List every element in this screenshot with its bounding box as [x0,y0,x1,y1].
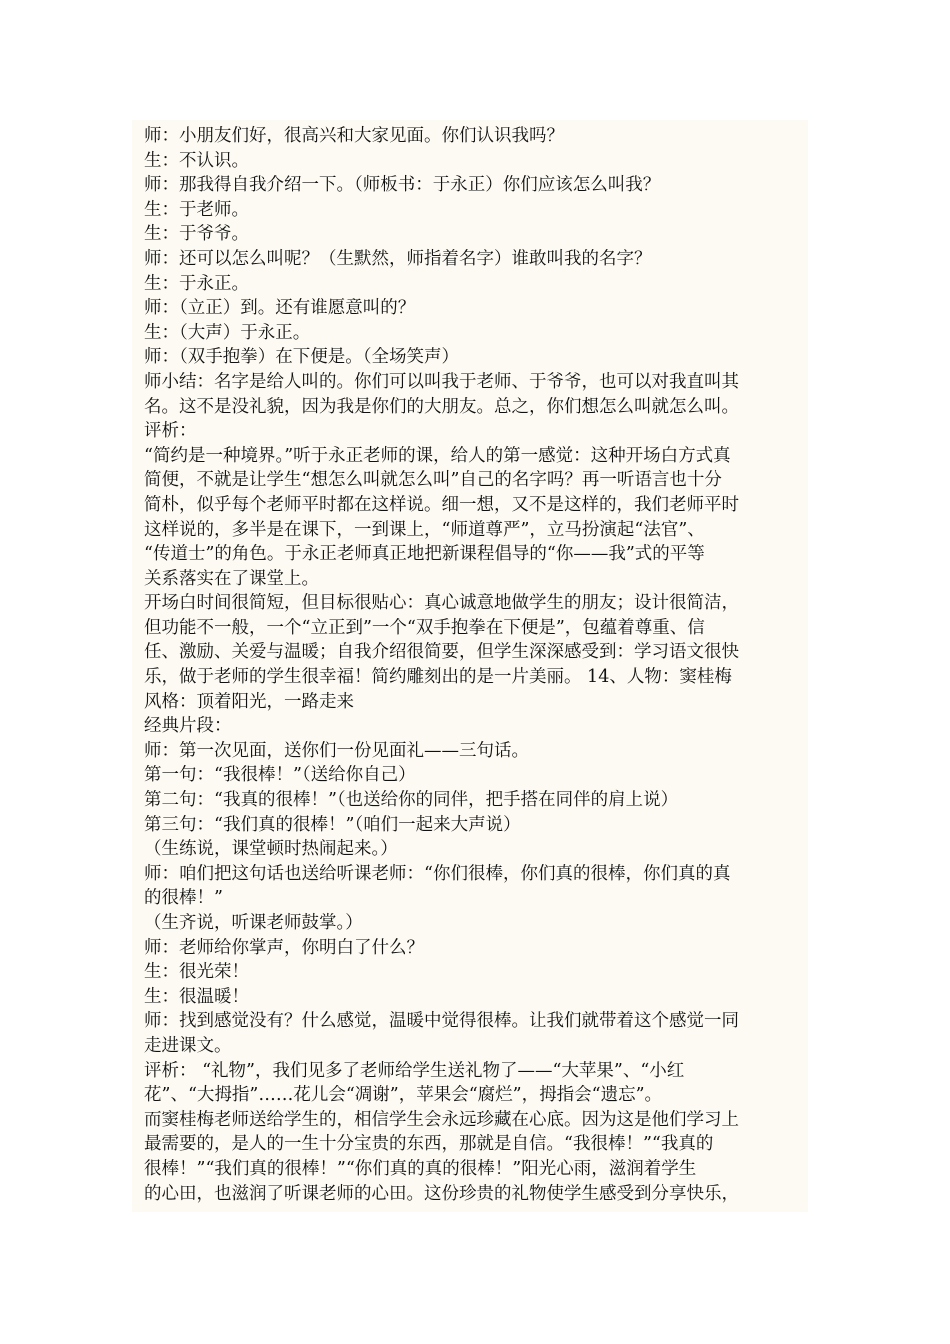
text-line: 走进课文。 [144,1035,232,1056]
text-line: 师小结：名字是给人叫的。你们可以叫我于老师、于爷爷，也可以对我直叫其 [144,371,739,392]
text-line: 师：（立正）到。还有谁愿意叫的？ [144,298,416,319]
text-line: 的很棒！” [144,888,223,909]
text-line: 师：找到感觉没有？什么感觉，温暖中觉得很棒。让我们就带着这个感觉一同 [144,1011,739,1032]
text-line: 评析： [144,421,197,442]
text-line: （生齐说，听课老师鼓掌。） [144,913,363,933]
text-line: 第二句：“我真的很棒！”（也送给你的同伴，把手搭在同伴的肩上说） [144,790,679,811]
text-line: 关系落实在了课堂上。 [144,568,319,589]
text-line: 师：那我得自我介绍一下。（师板书：于永正）你们应该怎么叫我？ [144,175,661,196]
text-line: 名。这不是没礼貌，因为我是你们的大朋友。总之，你们想怎么叫就怎么叫。 [144,396,739,417]
text-line: 很棒！”“我们真的很棒！”“你们真的真的很棒！”阳光心雨，滋润着学生 [144,1158,697,1179]
text-line: 生：很温暖！ [144,986,249,1007]
text-line: 但功能不一般，一个“立正到”一个“双手抱拳在下便是”，包蕴着尊重、信 [144,617,705,638]
text-line: 乐，做于老师的学生很幸福！简约雕刻出的是一片美丽。 14、人物：窦桂梅 [144,667,732,688]
text-line: 经典片段： [144,716,232,737]
text-line: “传道士”的角色。于永正老师真正地把新课程倡导的“你——我”式的平等 [144,544,705,565]
text-line: 任、激励、关爱与温暖；自我介绍很简要，但学生深深感受到：学习语文很快 [144,642,739,663]
text-line: 师：咱们把这句话也送给听课老师：“你们很棒，你们真的很棒，你们真的真 [144,863,731,884]
text-line: 生：很光荣！ [144,962,249,983]
text-line: 师：小朋友们好，很高兴和大家见面。你们认识我吗？ [144,126,564,146]
text-line: 花”、“大拇指”……花儿会“凋谢”，苹果会“腐烂”，拇指会“遗忘”。 [144,1085,663,1106]
text-line: “简约是一种境界。”听于永正老师的课，给人的第一感觉：这种开场白方式真 [144,445,731,466]
text-line: 生：不认识。 [144,150,249,171]
text-line: 最需要的，是人的一生十分宝贵的东西，那就是自信。“我很棒！”“我真的 [144,1134,714,1155]
text-line: 生：于永正。 [144,273,249,294]
text-line: 第三句：“我们真的很棒！”（咱们一起来大声说） [144,814,521,835]
text-line: 风格：顶着阳光，一路走来 [144,691,354,712]
text-line: 生：于老师。 [144,199,249,220]
text-line: 简朴，似乎每个老师平时都在这样说。细一想，又不是这样的，我们老师平时 [144,494,739,515]
text-line: 的心田，也滋润了听课老师的心田。这份珍贵的礼物使学生感受到分享快乐， [144,1183,739,1204]
text-line: 评析： “礼物”，我们见多了老师给学生送礼物了——“大苹果”、“小红 [144,1060,685,1081]
text-line: 生：于爷爷。 [144,224,249,245]
text-line: 师：第一次见面，送你们一份见面礼——三句话。 [144,740,529,761]
text-line: 师：（双手抱拳）在下便是。（全场笑声） [144,347,459,368]
text-line: 生：（大声）于永正。 [144,322,311,343]
text-line: 开场白时间很简短，但目标很贴心：真心诚意地做学生的朋友；设计很简洁， [144,593,739,614]
text-line: 简便，不就是让学生“想怎么叫就怎么叫”自己的名字吗？再一听语言也十分 [144,470,722,491]
text-line: 师：老师给你掌声，你明白了什么？ [144,937,424,958]
text-line: 第一句：“我很棒！”（送给你自己） [144,765,416,786]
text-line: （生练说，课堂顿时热闹起来。） [144,839,398,860]
text-line: 而窦桂梅老师送给学生的，相信学生会永远珍藏在心底。因为这是他们学习上 [144,1109,739,1130]
text-line: 师：还可以怎么叫呢？（生默然，师指着名字）谁敢叫我的名字？ [144,248,652,269]
document-text-block [132,120,808,1212]
text-line: 这样说的，多半是在课下，一到课上，“师道尊严”，立马扮演起“法官”、 [144,519,705,540]
